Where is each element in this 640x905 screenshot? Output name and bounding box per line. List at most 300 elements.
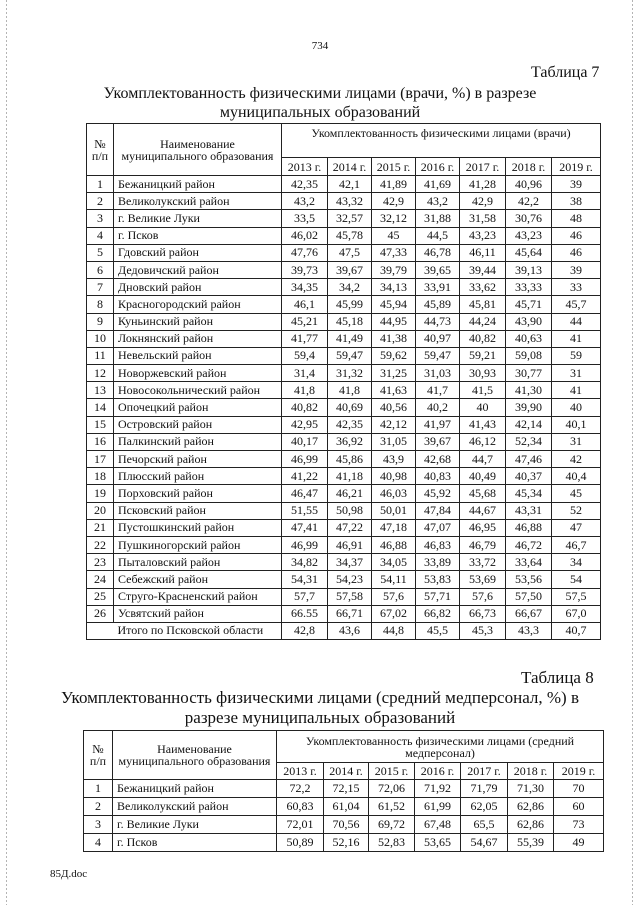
value-cell: 43,3 — [506, 622, 552, 639]
table-row — [87, 451, 601, 468]
value-cell: 60 — [554, 798, 604, 816]
municipality-name: Пушкиногорский район — [114, 536, 282, 553]
value-cell: 42,9 — [460, 193, 506, 210]
value-cell: 41,22 — [282, 468, 328, 485]
row-number: 2 — [84, 798, 113, 816]
table-row — [87, 279, 601, 296]
municipality-name: Гдовский район — [114, 244, 282, 261]
value-cell: 46,91 — [328, 536, 372, 553]
value-cell: 46,7 — [552, 536, 601, 553]
value-cell: 34,82 — [282, 554, 328, 571]
row-number: 14 — [87, 399, 114, 416]
value-cell: 51,55 — [282, 502, 328, 519]
table7-year-header: 2015 г. — [372, 158, 416, 176]
value-cell: 38 — [552, 193, 601, 210]
value-cell: 52 — [552, 502, 601, 519]
value-cell: 45,71 — [506, 296, 552, 313]
row-number: 6 — [87, 261, 114, 278]
table-row — [84, 816, 604, 834]
table8-year-header: 2015 г. — [369, 763, 415, 780]
footer-filename: 85Д.doc — [50, 868, 88, 880]
value-cell: 44,24 — [460, 313, 506, 330]
value-cell: 45,21 — [282, 313, 328, 330]
value-cell: 32,57 — [328, 210, 372, 227]
row-number: 7 — [87, 279, 114, 296]
table-row — [87, 416, 601, 433]
municipality-name: Себежский район — [114, 571, 282, 588]
value-cell: 53,56 — [506, 571, 552, 588]
value-cell: 66,82 — [416, 605, 460, 622]
row-number: 2 — [87, 193, 114, 210]
row-number: 25 — [87, 588, 114, 605]
municipality-name: г. Великие Луки — [114, 210, 282, 227]
value-cell: 42,2 — [506, 193, 552, 210]
table8-year-header: 2014 г. — [324, 763, 369, 780]
table8-label: Таблица 8 — [521, 668, 594, 687]
value-cell: 40,82 — [460, 330, 506, 347]
value-cell: 47,22 — [328, 519, 372, 536]
value-cell: 46,83 — [416, 536, 460, 553]
value-cell: 46,78 — [416, 244, 460, 261]
row-number: 11 — [87, 347, 114, 364]
value-cell: 41,38 — [372, 330, 416, 347]
table8-year-header: 2013 г. — [277, 763, 324, 780]
value-cell: 34,35 — [282, 279, 328, 296]
value-cell: 42,12 — [372, 416, 416, 433]
value-cell: 42,1 — [328, 176, 372, 193]
table-row — [87, 588, 601, 605]
municipality-name: Струго-Красненский район — [114, 588, 282, 605]
value-cell: 70 — [554, 780, 604, 798]
total-row-label: Итого по Псковской области — [114, 622, 282, 639]
value-cell: 54,67 — [461, 834, 508, 852]
value-cell: 40 — [460, 399, 506, 416]
value-cell: 40,96 — [506, 176, 552, 193]
value-cell: 44,8 — [372, 622, 416, 639]
municipality-name: Плюсский район — [114, 468, 282, 485]
value-cell: 57,6 — [460, 588, 506, 605]
value-cell: 42,9 — [372, 193, 416, 210]
row-number: 1 — [84, 780, 113, 798]
value-cell: 45,68 — [460, 485, 506, 502]
municipality-name: Опочецкий район — [114, 399, 282, 416]
value-cell: 67,0 — [552, 605, 601, 622]
value-cell: 45,34 — [506, 485, 552, 502]
value-cell: 33,5 — [282, 210, 328, 227]
value-cell: 47,41 — [282, 519, 328, 536]
value-cell: 47 — [552, 519, 601, 536]
value-cell: 46,95 — [460, 519, 506, 536]
value-cell: 59,62 — [372, 347, 416, 364]
table-row — [87, 210, 601, 227]
table-row — [87, 330, 601, 347]
row-number: 20 — [87, 502, 114, 519]
value-cell: 33,64 — [506, 554, 552, 571]
table-row — [87, 502, 601, 519]
table-row — [87, 193, 601, 210]
value-cell: 40,1 — [552, 416, 601, 433]
value-cell: 42 — [552, 451, 601, 468]
value-cell: 46,12 — [460, 433, 506, 450]
value-cell: 46,88 — [506, 519, 552, 536]
value-cell: 57,5 — [552, 588, 601, 605]
municipality-name: Куньинский район — [114, 313, 282, 330]
value-cell: 45 — [552, 485, 601, 502]
row-number: 19 — [87, 485, 114, 502]
value-cell: 39,90 — [506, 399, 552, 416]
municipality-name: г. Псков — [114, 227, 282, 244]
value-cell: 40,7 — [552, 622, 601, 639]
value-cell: 71,30 — [508, 780, 554, 798]
value-cell: 31,03 — [416, 365, 460, 382]
value-cell: 44 — [552, 313, 601, 330]
value-cell: 39 — [552, 176, 601, 193]
value-cell: 72,06 — [369, 780, 415, 798]
value-cell: 52,34 — [506, 433, 552, 450]
value-cell: 39 — [552, 261, 601, 278]
value-cell: 52,83 — [369, 834, 415, 852]
row-number — [87, 622, 114, 639]
municipality-name: Невельский район — [114, 347, 282, 364]
value-cell: 42,95 — [282, 416, 328, 433]
value-cell: 48 — [552, 210, 601, 227]
value-cell: 30,77 — [506, 365, 552, 382]
value-cell: 45,92 — [416, 485, 460, 502]
value-cell: 54,31 — [282, 571, 328, 588]
value-cell: 43,32 — [328, 193, 372, 210]
row-number: 17 — [87, 451, 114, 468]
value-cell: 32,12 — [372, 210, 416, 227]
table-row — [87, 622, 601, 639]
value-cell: 50,98 — [328, 502, 372, 519]
value-cell: 39,73 — [282, 261, 328, 278]
value-cell: 39,13 — [506, 261, 552, 278]
table8-year-header: 2019 г. — [554, 763, 604, 780]
value-cell: 45,3 — [460, 622, 506, 639]
value-cell: 42,35 — [282, 176, 328, 193]
table-row — [87, 519, 601, 536]
value-cell: 40,69 — [328, 399, 372, 416]
value-cell: 44,7 — [460, 451, 506, 468]
municipality-name: Бежаницкий район — [113, 780, 277, 798]
value-cell: 31,05 — [372, 433, 416, 450]
municipality-name: Палкинский район — [114, 433, 282, 450]
value-cell: 61,99 — [415, 798, 461, 816]
municipality-name: Печорский район — [114, 451, 282, 468]
value-cell: 43,90 — [506, 313, 552, 330]
value-cell: 72,2 — [277, 780, 324, 798]
value-cell: 45,64 — [506, 244, 552, 261]
value-cell: 46,1 — [282, 296, 328, 313]
value-cell: 45,94 — [372, 296, 416, 313]
value-cell: 57,6 — [372, 588, 416, 605]
value-cell: 47,5 — [328, 244, 372, 261]
municipality-name: Дедовичский район — [114, 261, 282, 278]
value-cell: 33 — [552, 279, 601, 296]
value-cell: 53,69 — [460, 571, 506, 588]
value-cell: 41,28 — [460, 176, 506, 193]
table8-title — [20, 688, 620, 728]
table7-col-group-header: Укомплектованность физическими лицами (врачи) — [282, 124, 601, 158]
value-cell: 61,04 — [324, 798, 369, 816]
value-cell: 46,79 — [460, 536, 506, 553]
value-cell: 41,8 — [282, 382, 328, 399]
row-number: 3 — [87, 210, 114, 227]
value-cell: 40,4 — [552, 468, 601, 485]
value-cell: 45,18 — [328, 313, 372, 330]
value-cell: 40,97 — [416, 330, 460, 347]
value-cell: 71,79 — [461, 780, 508, 798]
row-number: 16 — [87, 433, 114, 450]
page-number: 734 — [311, 40, 329, 52]
table-row — [87, 468, 601, 485]
value-cell: 42,14 — [506, 416, 552, 433]
value-cell: 70,56 — [324, 816, 369, 834]
table-row — [87, 227, 601, 244]
value-cell: 42,8 — [282, 622, 328, 639]
value-cell: 39,44 — [460, 261, 506, 278]
municipality-name: г. Псков — [113, 834, 277, 852]
table-row — [87, 605, 601, 622]
municipality-name: Локнянский район — [114, 330, 282, 347]
value-cell: 59,47 — [328, 347, 372, 364]
table-row — [87, 313, 601, 330]
value-cell: 34,2 — [328, 279, 372, 296]
table-row — [87, 399, 601, 416]
table7-title-line2: муниципальных образований — [219, 104, 421, 121]
value-cell: 73 — [554, 816, 604, 834]
row-number: 4 — [84, 834, 113, 852]
value-cell: 41 — [552, 382, 601, 399]
value-cell: 59 — [552, 347, 601, 364]
value-cell: 47,07 — [416, 519, 460, 536]
row-number: 13 — [87, 382, 114, 399]
value-cell: 44,95 — [372, 313, 416, 330]
table-row — [84, 780, 604, 798]
value-cell: 31 — [552, 365, 601, 382]
value-cell: 59,08 — [506, 347, 552, 364]
value-cell: 44,73 — [416, 313, 460, 330]
value-cell: 30,93 — [460, 365, 506, 382]
row-number: 1 — [87, 176, 114, 193]
table8-title-line1: Укомплектованность физическими лицами (средний медперсонал, %) в — [61, 688, 579, 707]
municipality-name: Порховский район — [114, 485, 282, 502]
municipality-name: Бежаницкий район — [114, 176, 282, 193]
table7-year-header: 2014 г. — [328, 158, 372, 176]
row-number: 12 — [87, 365, 114, 382]
value-cell: 69,72 — [369, 816, 415, 834]
value-cell: 47,46 — [506, 451, 552, 468]
row-number: 4 — [87, 227, 114, 244]
value-cell: 59,4 — [282, 347, 328, 364]
table-row — [87, 244, 601, 261]
value-cell: 50,01 — [372, 502, 416, 519]
scan-left-edge — [6, 0, 7, 905]
value-cell: 34,13 — [372, 279, 416, 296]
row-number: 18 — [87, 468, 114, 485]
municipality-name: г. Великие Луки — [113, 816, 277, 834]
municipality-name: Красногородский район — [114, 296, 282, 313]
table7-year-header: 2017 г. — [460, 158, 506, 176]
municipality-name: Пыталовский район — [114, 554, 282, 571]
row-number: 3 — [84, 816, 113, 834]
row-number: 15 — [87, 416, 114, 433]
value-cell: 43,2 — [416, 193, 460, 210]
table-row — [87, 433, 601, 450]
value-cell: 44,5 — [416, 227, 460, 244]
value-cell: 40,56 — [372, 399, 416, 416]
table7-col-num-header: № п/п — [87, 124, 114, 176]
value-cell: 31,4 — [282, 365, 328, 382]
value-cell: 66.55 — [282, 605, 328, 622]
value-cell: 57,71 — [416, 588, 460, 605]
table7-year-header: 2018 г. — [506, 158, 552, 176]
row-number: 26 — [87, 605, 114, 622]
value-cell: 42,35 — [328, 416, 372, 433]
value-cell: 61,52 — [369, 798, 415, 816]
table-row — [87, 261, 601, 278]
value-cell: 45,7 — [552, 296, 601, 313]
value-cell: 46,88 — [372, 536, 416, 553]
value-cell: 31,32 — [328, 365, 372, 382]
value-cell: 41,43 — [460, 416, 506, 433]
value-cell: 72,15 — [324, 780, 369, 798]
value-cell: 33,72 — [460, 554, 506, 571]
value-cell: 57,58 — [328, 588, 372, 605]
value-cell: 72,01 — [277, 816, 324, 834]
value-cell: 30,76 — [506, 210, 552, 227]
value-cell: 65,5 — [461, 816, 508, 834]
value-cell: 40,98 — [372, 468, 416, 485]
value-cell: 47,33 — [372, 244, 416, 261]
value-cell: 34,05 — [372, 554, 416, 571]
value-cell: 39,79 — [372, 261, 416, 278]
value-cell: 54,23 — [328, 571, 372, 588]
value-cell: 43,23 — [506, 227, 552, 244]
table7 — [86, 123, 601, 640]
value-cell: 49 — [554, 834, 604, 852]
value-cell: 59,47 — [416, 347, 460, 364]
value-cell: 52,16 — [324, 834, 369, 852]
value-cell: 39,67 — [328, 261, 372, 278]
value-cell: 71,92 — [415, 780, 461, 798]
value-cell: 66,71 — [328, 605, 372, 622]
row-number: 23 — [87, 554, 114, 571]
value-cell: 41,5 — [460, 382, 506, 399]
value-cell: 45 — [372, 227, 416, 244]
value-cell: 43,9 — [372, 451, 416, 468]
municipality-name: Великолукский район — [113, 798, 277, 816]
value-cell: 41,8 — [328, 382, 372, 399]
value-cell: 50,89 — [277, 834, 324, 852]
value-cell: 45,89 — [416, 296, 460, 313]
value-cell: 55,39 — [508, 834, 554, 852]
value-cell: 66,67 — [506, 605, 552, 622]
value-cell: 41,69 — [416, 176, 460, 193]
value-cell: 43,2 — [282, 193, 328, 210]
value-cell: 43,6 — [328, 622, 372, 639]
value-cell: 31,58 — [460, 210, 506, 227]
table8-col-num-header: № п/п — [84, 731, 113, 780]
value-cell: 62,86 — [508, 798, 554, 816]
municipality-name: Островский район — [114, 416, 282, 433]
value-cell: 46,11 — [460, 244, 506, 261]
table8-year-header: 2017 г. — [461, 763, 508, 780]
value-cell: 40,17 — [282, 433, 328, 450]
value-cell: 47,18 — [372, 519, 416, 536]
value-cell: 45,99 — [328, 296, 372, 313]
value-cell: 59,21 — [460, 347, 506, 364]
table-row — [87, 347, 601, 364]
municipality-name: Пустошкинский район — [114, 519, 282, 536]
scan-right-edge — [632, 0, 633, 905]
row-number: 10 — [87, 330, 114, 347]
value-cell: 67,02 — [372, 605, 416, 622]
table8-year-header: 2016 г. — [415, 763, 461, 780]
value-cell: 46,99 — [282, 451, 328, 468]
table7-title — [20, 84, 620, 122]
table8-col-group-header: Укомплектованность физическими лицами (средний медперсонал) — [277, 731, 604, 763]
value-cell: 46,47 — [282, 485, 328, 502]
value-cell: 46,99 — [282, 536, 328, 553]
value-cell: 45,78 — [328, 227, 372, 244]
value-cell: 33,91 — [416, 279, 460, 296]
row-number: 22 — [87, 536, 114, 553]
value-cell: 40,49 — [460, 468, 506, 485]
table8 — [83, 730, 604, 852]
table-row — [87, 296, 601, 313]
value-cell: 60,83 — [277, 798, 324, 816]
value-cell: 66,73 — [460, 605, 506, 622]
table8-title-line2: разрезе муниципальных образований — [184, 708, 456, 727]
value-cell: 40,37 — [506, 468, 552, 485]
municipality-name: Новосокольнический район — [114, 382, 282, 399]
value-cell: 39,65 — [416, 261, 460, 278]
table8-year-header: 2018 г. — [508, 763, 554, 780]
value-cell: 45,86 — [328, 451, 372, 468]
table-row — [87, 365, 601, 382]
value-cell: 46,21 — [328, 485, 372, 502]
table-row — [84, 834, 604, 852]
value-cell: 40 — [552, 399, 601, 416]
value-cell: 31 — [552, 433, 601, 450]
value-cell: 46,02 — [282, 227, 328, 244]
value-cell: 41,18 — [328, 468, 372, 485]
value-cell: 42,68 — [416, 451, 460, 468]
value-cell: 46 — [552, 244, 601, 261]
value-cell: 41,63 — [372, 382, 416, 399]
value-cell: 34,37 — [328, 554, 372, 571]
value-cell: 62,86 — [508, 816, 554, 834]
value-cell: 31,88 — [416, 210, 460, 227]
table-row — [87, 485, 601, 502]
value-cell: 44,67 — [460, 502, 506, 519]
value-cell: 53,65 — [415, 834, 461, 852]
value-cell: 57,50 — [506, 588, 552, 605]
table-row — [87, 176, 601, 193]
value-cell: 54,11 — [372, 571, 416, 588]
table7-col-name-header: Наименование муниципального образования — [114, 124, 282, 176]
value-cell: 47,84 — [416, 502, 460, 519]
value-cell: 39,67 — [416, 433, 460, 450]
row-number: 24 — [87, 571, 114, 588]
value-cell: 41,89 — [372, 176, 416, 193]
table-row — [87, 382, 601, 399]
value-cell: 45,5 — [416, 622, 460, 639]
table7-year-header: 2013 г. — [282, 158, 328, 176]
value-cell: 41,97 — [416, 416, 460, 433]
value-cell: 33,33 — [506, 279, 552, 296]
